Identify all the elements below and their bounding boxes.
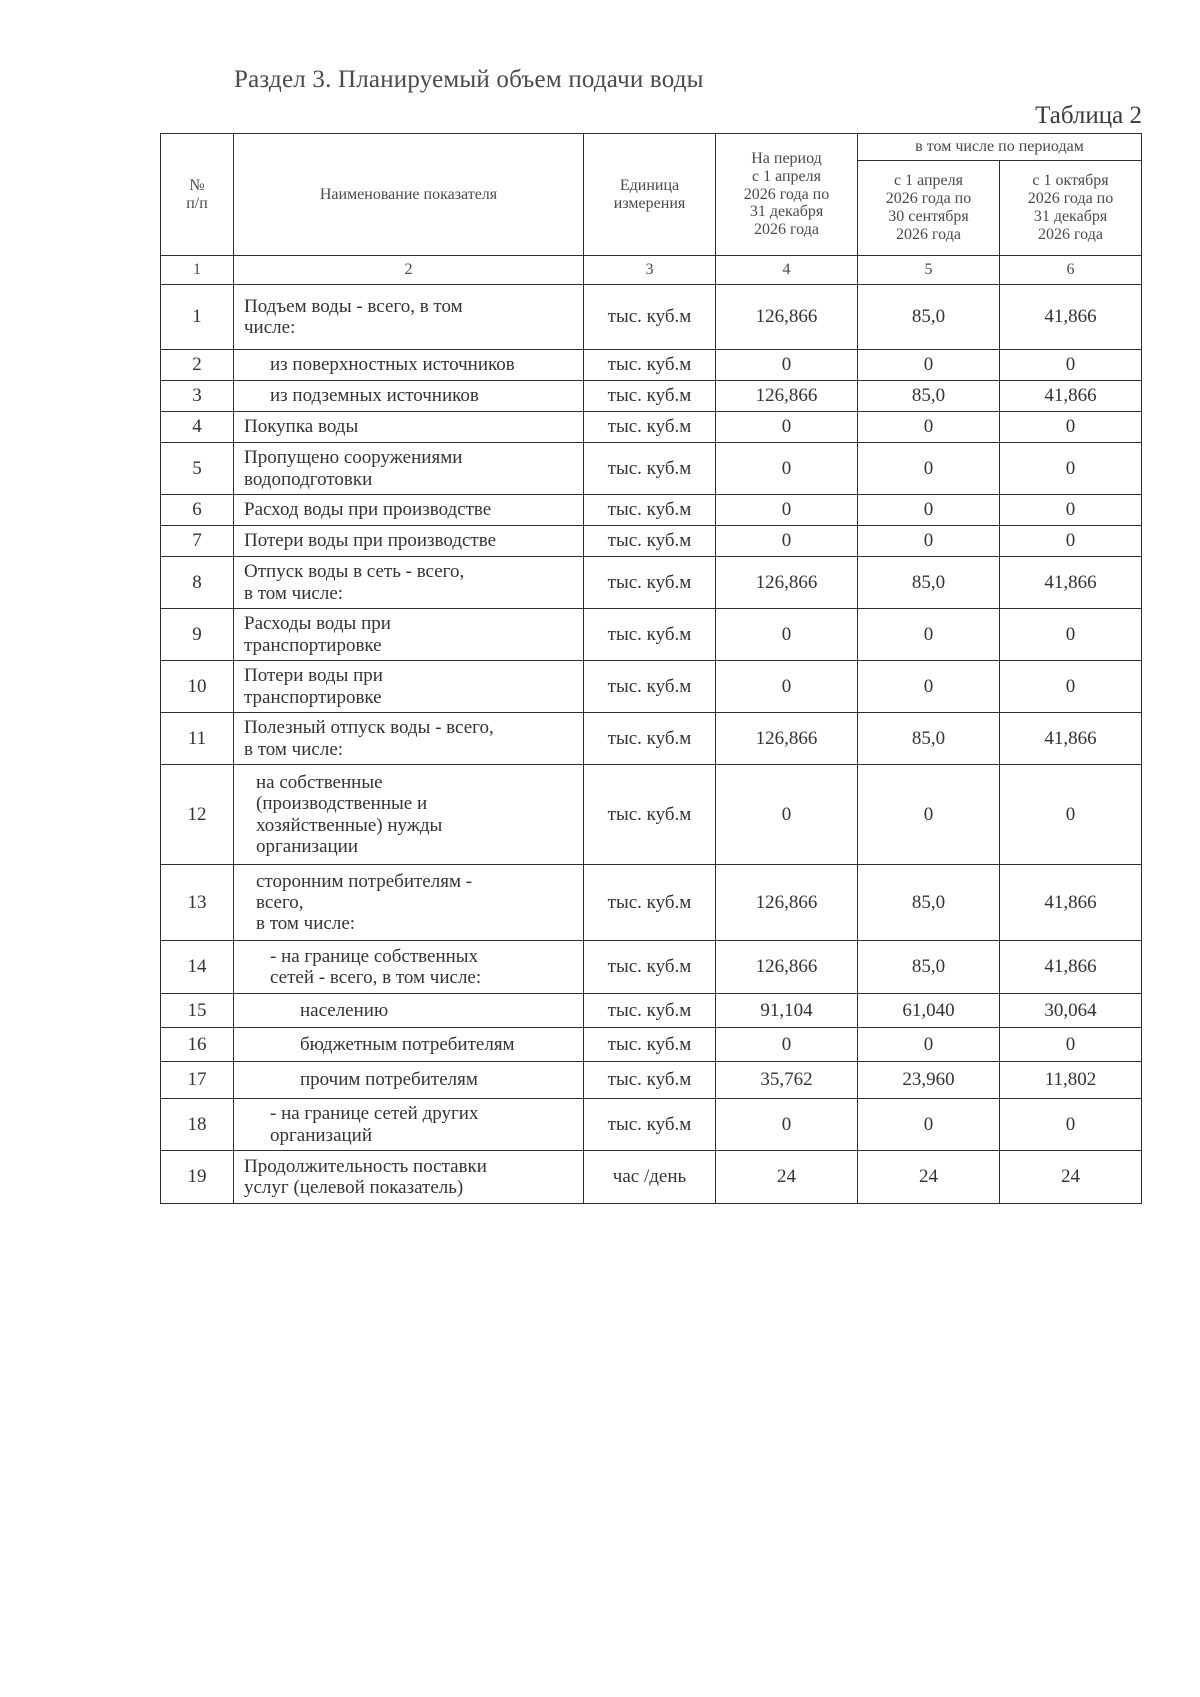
value-period-2: 0 [1000,412,1142,443]
unit-cell: тыс. куб.м [584,285,716,350]
value-total: 0 [716,526,858,557]
header-num: № п/п [161,134,234,256]
table-row [161,941,1142,994]
column-number: 4 [716,256,858,285]
unit-cell: час /день [584,1151,716,1204]
row-number: 14 [161,941,234,994]
row-number: 1 [161,285,234,350]
value-total: 0 [716,350,858,381]
value-total: 126,866 [716,941,858,994]
value-period-1: 61,040 [858,994,1000,1028]
header-period-2: с 1 октября 2026 года по 31 декабря 2026 года [1000,161,1142,256]
row-number: 13 [161,865,234,941]
column-number: 2 [234,256,584,285]
section-title: Раздел 3. Планируемый объем подачи воды [234,66,704,93]
value-total: 126,866 [716,557,858,609]
header-total-period: На период с 1 апреля 2026 года по 31 декабря 2026 года [716,134,858,256]
value-period-2: 41,866 [1000,381,1142,412]
header-row-top [161,134,1142,161]
value-period-2: 41,866 [1000,941,1142,994]
unit-cell: тыс. куб.м [584,865,716,941]
indicator-name: из поверхностных источников [234,350,584,381]
table-row [161,609,1142,661]
value-total: 0 [716,609,858,661]
unit-cell: тыс. куб.м [584,1062,716,1099]
value-period-2: 0 [1000,526,1142,557]
value-period-1: 0 [858,609,1000,661]
value-period-1: 85,0 [858,865,1000,941]
table-row [161,412,1142,443]
indicator-name: Отпуск воды в сеть - всего, в том числе: [234,557,584,609]
table-row [161,350,1142,381]
value-period-1: 85,0 [858,381,1000,412]
value-period-2: 41,866 [1000,865,1142,941]
indicator-name: - на границе сетей других организаций [234,1099,584,1151]
table-row [161,495,1142,526]
indicator-name: Покупка воды [234,412,584,443]
value-period-1: 0 [858,412,1000,443]
value-total: 0 [716,765,858,865]
row-number: 9 [161,609,234,661]
value-total: 0 [716,443,858,495]
table-row [161,765,1142,865]
row-number: 19 [161,1151,234,1204]
indicator-name: Подъем воды - всего, в том числе: [234,285,584,350]
column-number: 6 [1000,256,1142,285]
indicator-name: на собственные (производственные и хозяйственные) нужды организации [234,765,584,865]
value-period-1: 23,960 [858,1062,1000,1099]
value-period-1: 85,0 [858,557,1000,609]
header-period-group: в том числе по периодам [858,134,1142,161]
unit-cell: тыс. куб.м [584,557,716,609]
table-row [161,865,1142,941]
column-numbers-row [161,256,1142,285]
row-number: 16 [161,1028,234,1062]
value-period-2: 41,866 [1000,713,1142,765]
value-total: 24 [716,1151,858,1204]
row-number: 7 [161,526,234,557]
row-number: 2 [161,350,234,381]
value-period-1: 0 [858,1028,1000,1062]
table-row [161,443,1142,495]
value-period-1: 0 [858,526,1000,557]
unit-cell: тыс. куб.м [584,1099,716,1151]
unit-cell: тыс. куб.м [584,941,716,994]
value-period-1: 0 [858,765,1000,865]
indicator-name: сторонним потребителям - всего, в том числе: [234,865,584,941]
value-total: 91,104 [716,994,858,1028]
value-period-2: 0 [1000,765,1142,865]
value-period-1: 0 [858,443,1000,495]
row-number: 5 [161,443,234,495]
row-number: 6 [161,495,234,526]
value-total: 0 [716,412,858,443]
value-total: 0 [716,1099,858,1151]
row-number: 11 [161,713,234,765]
value-period-1: 85,0 [858,285,1000,350]
indicator-name: Пропущено сооружениями водоподготовки [234,443,584,495]
value-period-1: 0 [858,1099,1000,1151]
table-row [161,661,1142,713]
table-row [161,557,1142,609]
unit-cell: тыс. куб.м [584,526,716,557]
value-period-2: 11,802 [1000,1062,1142,1099]
value-period-2: 0 [1000,495,1142,526]
table-row [161,1062,1142,1099]
row-number: 10 [161,661,234,713]
value-total: 126,866 [716,713,858,765]
value-period-2: 0 [1000,350,1142,381]
value-period-2: 24 [1000,1151,1142,1204]
value-total: 0 [716,661,858,713]
value-total: 35,762 [716,1062,858,1099]
table-label: Таблица 2 [1035,102,1142,129]
unit-cell: тыс. куб.м [584,1028,716,1062]
indicator-name: населению [234,994,584,1028]
value-period-2: 0 [1000,1028,1142,1062]
value-period-2: 0 [1000,609,1142,661]
header-period-1: с 1 апреля 2026 года по 30 сентября 2026 года [858,161,1000,256]
indicator-name: Потери воды при производстве [234,526,584,557]
unit-cell: тыс. куб.м [584,765,716,865]
value-total: 126,866 [716,865,858,941]
value-total: 0 [716,495,858,526]
unit-cell: тыс. куб.м [584,994,716,1028]
value-period-1: 24 [858,1151,1000,1204]
table-row [161,1099,1142,1151]
header-name: Наименование показателя [234,134,584,256]
table-row [161,381,1142,412]
table-body [161,256,1142,1204]
column-number: 3 [584,256,716,285]
indicator-name: Продолжительность поставки услуг (целевой показатель) [234,1151,584,1204]
value-period-1: 0 [858,350,1000,381]
unit-cell: тыс. куб.м [584,661,716,713]
table-row [161,1151,1142,1204]
header-unit: Единица измерения [584,134,716,256]
value-period-2: 0 [1000,1099,1142,1151]
value-period-1: 0 [858,661,1000,713]
value-period-2: 0 [1000,443,1142,495]
value-total: 0 [716,1028,858,1062]
row-number: 4 [161,412,234,443]
value-total: 126,866 [716,285,858,350]
value-period-1: 85,0 [858,941,1000,994]
indicator-name: прочим потребителям [234,1062,584,1099]
indicator-name: - на границе собственных сетей - всего, в том числе: [234,941,584,994]
value-period-2: 30,064 [1000,994,1142,1028]
table-row [161,1028,1142,1062]
indicator-name: Потери воды при транспортировке [234,661,584,713]
value-period-1: 85,0 [858,713,1000,765]
unit-cell: тыс. куб.м [584,412,716,443]
column-number: 5 [858,256,1000,285]
indicator-name: Полезный отпуск воды - всего, в том числе: [234,713,584,765]
unit-cell: тыс. куб.м [584,443,716,495]
table-row [161,713,1142,765]
indicator-name: бюджетным потребителям [234,1028,584,1062]
row-number: 18 [161,1099,234,1151]
indicator-name: из подземных источников [234,381,584,412]
water-supply-table [160,133,1142,1204]
row-number: 12 [161,765,234,865]
value-period-2: 41,866 [1000,557,1142,609]
value-period-2: 41,866 [1000,285,1142,350]
indicator-name: Расходы воды при транспортировке [234,609,584,661]
unit-cell: тыс. куб.м [584,609,716,661]
table-row [161,285,1142,350]
unit-cell: тыс. куб.м [584,713,716,765]
row-number: 3 [161,381,234,412]
table-row [161,994,1142,1028]
column-number: 1 [161,256,234,285]
row-number: 8 [161,557,234,609]
indicator-name: Расход воды при производстве [234,495,584,526]
unit-cell: тыс. куб.м [584,381,716,412]
row-number: 15 [161,994,234,1028]
table-row [161,526,1142,557]
unit-cell: тыс. куб.м [584,350,716,381]
row-number: 17 [161,1062,234,1099]
value-total: 126,866 [716,381,858,412]
value-period-1: 0 [858,495,1000,526]
unit-cell: тыс. куб.м [584,495,716,526]
value-period-2: 0 [1000,661,1142,713]
